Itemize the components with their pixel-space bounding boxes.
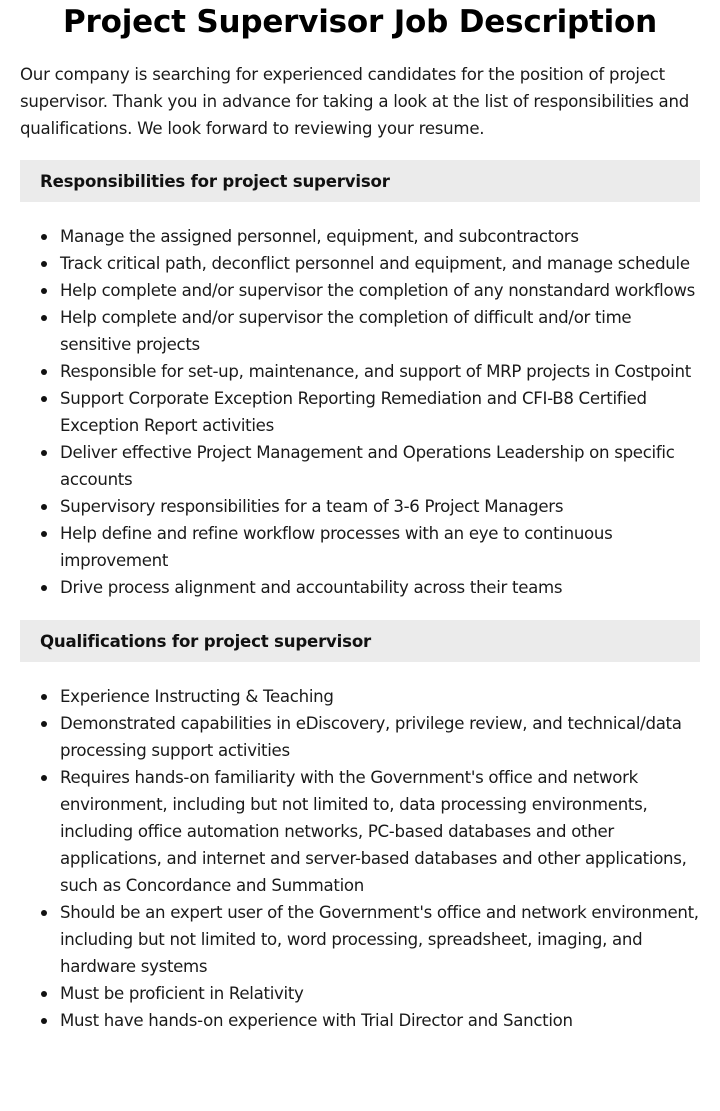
bullet-icon <box>41 396 47 402</box>
bullet-icon <box>41 450 47 456</box>
list-item <box>20 764 700 899</box>
list-item-text: Manage the assigned personnel, equipment, and subcontractors <box>60 227 579 246</box>
list-item <box>20 223 700 250</box>
bullet-icon <box>41 694 47 700</box>
list-item-text: Should be an expert user of the Government's office and network environment, including but not limited to, word processing, spreadsheet, imaging, and hardware systems <box>60 903 699 976</box>
list-item-text: Deliver effective Project Management and Operations Leadership on specific accounts <box>60 443 675 489</box>
bullet-icon <box>41 315 47 321</box>
list-item <box>20 439 700 493</box>
list-item <box>20 899 700 980</box>
qualifications-section <box>20 620 700 1034</box>
bullet-icon <box>41 261 47 267</box>
responsibilities-heading: Responsibilities for project supervisor <box>20 160 700 202</box>
bullet-icon <box>41 585 47 591</box>
bullet-icon <box>41 369 47 375</box>
list-item-text: Supervisory responsibilities for a team of 3-6 Project Managers <box>60 497 564 516</box>
list-item <box>20 683 700 710</box>
bullet-icon <box>41 531 47 537</box>
list-item-text: Help complete and/or supervisor the completion of any nonstandard workflows <box>60 281 695 300</box>
page-title: Project Supervisor Job Description <box>62 4 658 40</box>
list-item-text: Drive process alignment and accountability across their teams <box>60 578 563 597</box>
list-item <box>20 710 700 764</box>
qualifications-list <box>20 683 700 1034</box>
list-item-text: Help complete and/or supervisor the completion of difficult and/or time sensitive projects <box>60 308 632 354</box>
bullet-icon <box>41 991 47 997</box>
list-item <box>20 358 700 385</box>
list-item-text: Help define and refine workflow processes with an eye to continuous improvement <box>60 524 613 570</box>
list-item-text: Must be proficient in Relativity <box>60 984 304 1003</box>
list-item <box>20 1007 700 1034</box>
list-item <box>20 493 700 520</box>
bullet-icon <box>41 775 47 781</box>
list-item-text: Must have hands-on experience with Trial Director and Sanction <box>60 1011 573 1030</box>
intro-paragraph: Our company is searching for experienced candidates for the position of project supervisor. Thank you in advance for taking a look at the list of responsibilities and qualifications. We look forward to reviewing your resume. <box>20 65 690 138</box>
list-item-text: Responsible for set-up, maintenance, and support of MRP projects in Costpoint <box>60 362 691 381</box>
bullet-icon <box>41 288 47 294</box>
qualifications-heading: Qualifications for project supervisor <box>20 620 700 662</box>
list-item <box>20 304 700 358</box>
list-item <box>20 277 700 304</box>
list-item-text: Demonstrated capabilities in eDiscovery, privilege review, and technical/data processing support activities <box>60 714 682 760</box>
bullet-icon <box>41 1018 47 1024</box>
list-item-text: Experience Instructing & Teaching <box>60 687 334 706</box>
responsibilities-section <box>20 160 700 601</box>
list-item-text: Support Corporate Exception Reporting Remediation and CFI-B8 Certified Exception Report activities <box>60 389 647 435</box>
bullet-icon <box>41 721 47 727</box>
bullet-icon <box>41 910 47 916</box>
list-item <box>20 385 700 439</box>
list-item <box>20 574 700 601</box>
list-item-text: Requires hands-on familiarity with the Government's office and network environment, including but not limited to, data processing environments, including office automation networks, PC-based databases and other applications, and internet and server-based databases and other applications, such as Concordance and Summation <box>60 768 687 895</box>
bullet-icon <box>41 504 47 510</box>
bullet-icon <box>41 234 47 240</box>
list-item-text: Track critical path, deconflict personnel and equipment, and manage schedule <box>60 254 690 273</box>
responsibilities-list <box>20 223 700 601</box>
list-item <box>20 980 700 1007</box>
list-item <box>20 520 700 574</box>
list-item <box>20 250 700 277</box>
